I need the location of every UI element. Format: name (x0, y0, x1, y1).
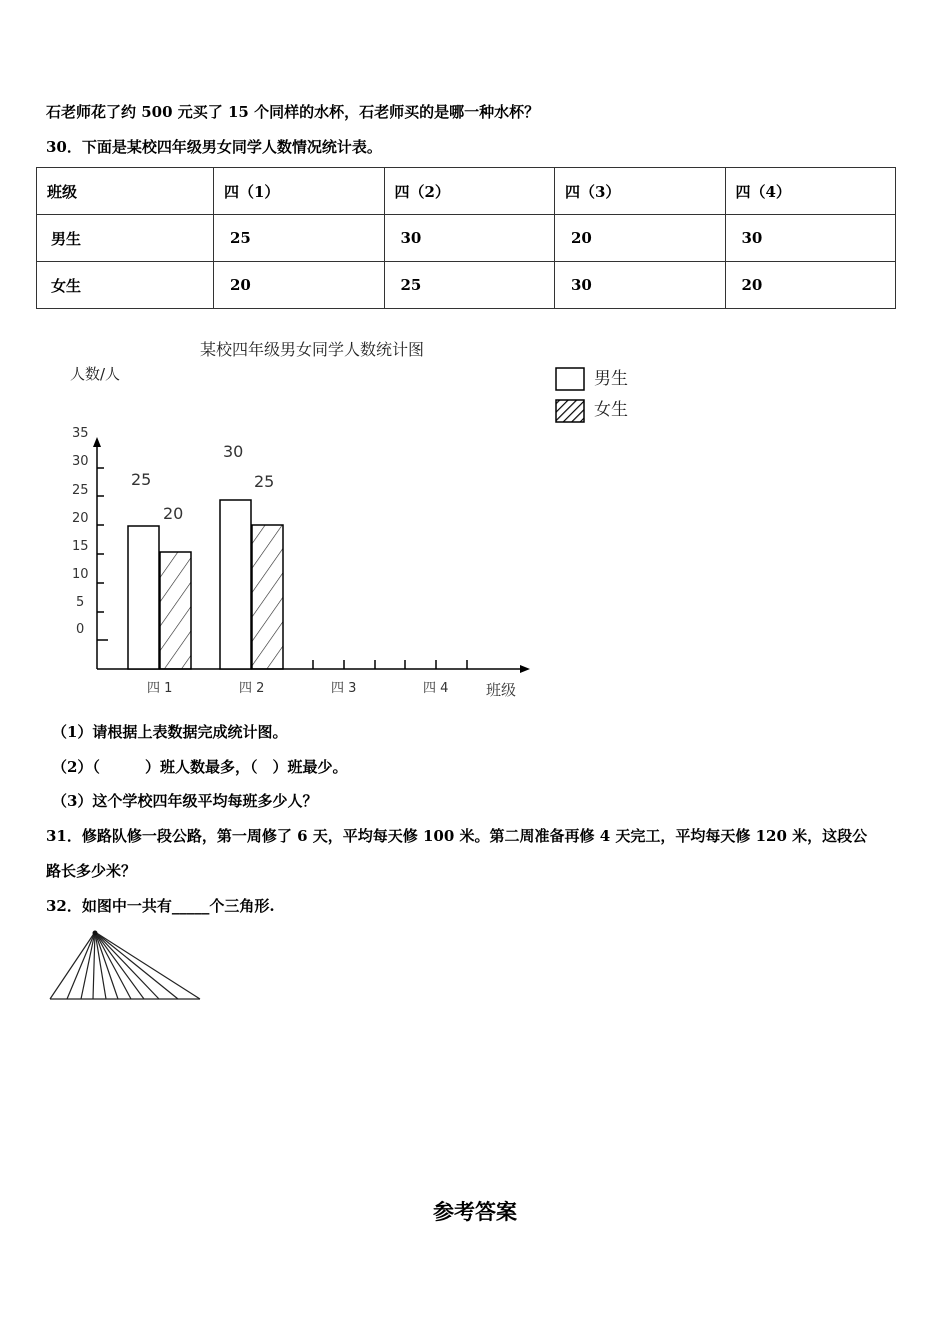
bar-label: 30 (223, 442, 244, 461)
table-cell: 30 (384, 215, 555, 262)
bar-class1-boys (128, 526, 159, 669)
chart-bars (128, 500, 283, 669)
question-29-tail: 石老师花了约 500 元买了 15 个同样的水杯，石老师买的是哪一种水杯？ (46, 103, 540, 121)
table-cell: 20 (214, 262, 385, 309)
y-tick: 20 (72, 511, 89, 526)
table-cell: 女生 (37, 262, 214, 309)
table-cell: 四（3） (555, 168, 726, 215)
table-row (37, 262, 896, 309)
y-tick: 10 (72, 567, 89, 582)
y-axis-arrow-icon (93, 437, 101, 447)
y-tick: 0 (76, 622, 85, 637)
table-cell: 四（2） (384, 168, 555, 215)
bar-class1-girls (160, 552, 191, 669)
question-30-sub2: （2）（ ）班人数最多，（ ）班最少。 (52, 758, 348, 776)
table-cell: 男生 (37, 215, 214, 262)
question-30-sub1: （1）请根据上表数据完成统计图。 (52, 723, 288, 741)
table-cell: 四（1） (214, 168, 385, 215)
table-cell: 30 (725, 215, 896, 262)
x-axis-categories (147, 681, 448, 696)
bar-label: 25 (254, 472, 275, 491)
question-32-text: 32．如图中一共有_____个三角形. (46, 897, 275, 915)
table-cell: 20 (555, 215, 726, 262)
question-31-line2: 路长多少米？ (46, 862, 137, 880)
answer-heading: 参考答案 (433, 1200, 517, 1224)
table-cell: 四（4） (725, 168, 896, 215)
legend-label-boys: 男生 (594, 369, 628, 389)
y-tick: 5 (76, 595, 85, 610)
table-cell: 20 (725, 262, 896, 309)
table-cell: 30 (555, 262, 726, 309)
x-axis-arrow-icon (520, 665, 530, 673)
chart-title: 某校四年级男女同学人数统计图 (199, 340, 425, 359)
x-tick: 四 4 (423, 681, 449, 696)
table-cell: 25 (384, 262, 555, 309)
bar-value-labels (131, 442, 274, 523)
y-axis-ticks (72, 426, 89, 637)
question-30-sub3: （3）这个学校四年级平均每班多少人？ (52, 792, 318, 810)
y-tick: 30 (72, 454, 89, 469)
y-tick: 35 (72, 426, 89, 441)
stats-table (36, 167, 896, 309)
triangle-figure (40, 925, 210, 1014)
y-tick: 25 (72, 483, 89, 498)
chart-legend (556, 368, 628, 422)
bar-label: 25 (131, 470, 152, 489)
y-tick: 15 (72, 539, 89, 554)
x-axis-label: 班级 (486, 681, 517, 699)
y-axis-label: 人数/人 (70, 365, 121, 383)
bar-chart (0, 330, 700, 710)
legend-swatch-girls (556, 400, 584, 422)
x-tick: 四 1 (147, 681, 173, 696)
legend-swatch-boys (556, 368, 584, 390)
table-header-row (37, 168, 896, 215)
table-cell: 班级 (37, 168, 214, 215)
bar-class2-boys (220, 500, 251, 669)
table-cell: 25 (214, 215, 385, 262)
legend-label-girls: 女生 (594, 400, 628, 420)
x-tick: 四 3 (331, 681, 357, 696)
x-tick: 四 2 (239, 681, 265, 696)
bar-class2-girls (252, 525, 283, 669)
table-row (37, 215, 896, 262)
question-31-line1: 31．修路队修一段公路，第一周修了 6 天，平均每天修 100 米。第二周准备再修 4 天完工，平均每天修 120 米，这段公 (46, 827, 868, 845)
question-30-title: 30．下面是某校四年级男女同学人数情况统计表。 (46, 138, 382, 156)
bar-label: 20 (163, 504, 184, 523)
